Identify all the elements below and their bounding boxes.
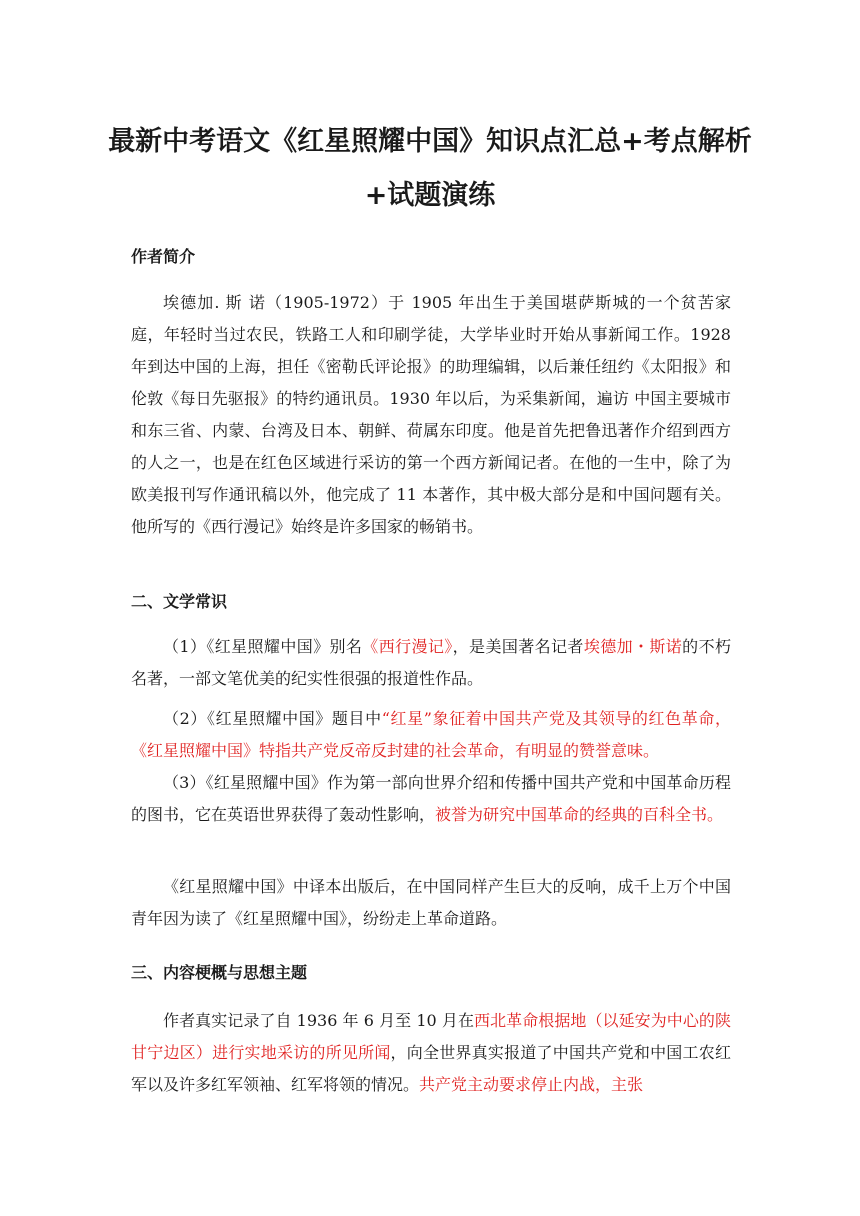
section-heading-summary: 三、内容梗概与思想主题 [131, 963, 308, 982]
literature-item-1 [131, 631, 731, 695]
highlight-text: 埃德加・斯诺 [583, 637, 683, 656]
literature-item-2 [131, 703, 731, 767]
text-run: （2）《红星照耀中国》题目中 [163, 709, 382, 728]
text-run: 的不朽名著，一部文笔优美的纪实性很强的报道性作品。 [131, 637, 731, 688]
text-run: ，向全世界真实报道了中国共产党和中国工农红军以及许多红军领袖、红军将领的情况。 [131, 1043, 731, 1094]
section-heading-literature: 二、文学常识 [131, 592, 228, 611]
highlight-text: 《西行漫记》 [362, 637, 453, 656]
highlight-text: 西北革命根据地（以延安为中心的陕甘宁边区）进行实地采访的所见所闻 [131, 1011, 731, 1062]
text-run: （3）《红星照耀中国》作为第一部向世界介绍和传播中国共产党和中国革命历程的图书，它在英语世界获得了轰动性影响， [131, 773, 731, 824]
highlight-text: 被誉为研究中国革命的经典的百科全书。 [435, 805, 724, 824]
text-run: （1）《红星照耀中国》别名 [163, 637, 363, 656]
literature-item-3 [131, 767, 731, 831]
section-heading-author: 作者简介 [131, 247, 196, 266]
highlight-text: 共产党主动要求停止内战，主张 [419, 1075, 644, 1094]
highlight-text: “红星”象征着中国共产党及其领导的红色革命，《红星照耀中国》特指共产党反帝反封建的社会革命，有明显的赞誉意味。 [131, 709, 731, 760]
literature-note: 《红星照耀中国》中译本出版后，在中国同样产生巨大的反响，成千上万个中国青年因为读了《红星照耀中国》，纷纷走上革命道路。 [131, 877, 731, 928]
summary-paragraph [131, 1005, 731, 1101]
author-paragraph: 埃德加. 斯 诺（1905-1972）于 1905 年出生于美国堪萨斯城的一个贫苦家庭，年轻时当过农民，铁路工人和印刷学徒，大学毕业时开始从事新闻工作。1928年到达中国的上海，担任《密勒氏评论报》的助理编辑，以后兼任纽约《太阳报》和伦敦《每日先驱报》的特约通讯员。1930 年以后，为采集新闻，遍访 中国主要城市和东三省、内蒙、台湾及日本、朝鲜、荷属东印度。他是首先把鲁迅著作介绍到西方的人之一，也是在红色区域进行采访的第一个西方新闻记者。在他的一生中，除了为欧美报刊写作通讯稿以外，他完成了 11 本著作，其中极大部分是和中国问题有关。他所写的《西行漫记》始终是许多国家的畅销书。 [131, 293, 731, 536]
document-title: 最新中考语文《红星照耀中国》知识点汇总+考点解析+试题演练 [108, 126, 752, 211]
text-run: ，是美国著名记者 [452, 637, 584, 656]
text-run: 作者真实记录了自 1936 年 6 月至 10 月在 [163, 1011, 475, 1030]
